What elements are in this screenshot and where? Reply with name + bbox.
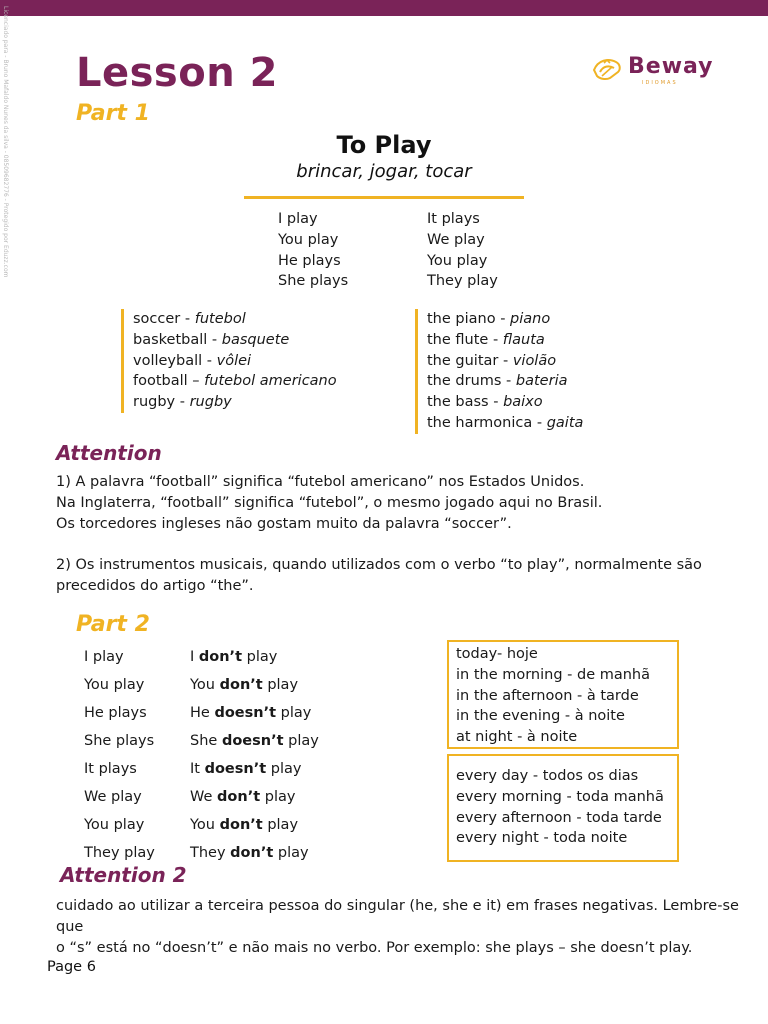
affirmative-item: It plays xyxy=(84,761,137,777)
page-number: Page 6 xyxy=(47,959,96,975)
affirmative-item: I play xyxy=(84,649,124,665)
license-text: Licenciado para - Bruno Mafaldo Nunes da silva - 08509682776 - Protegido por Eduzz.com xyxy=(2,6,9,278)
attention-2-title: Attention 2 xyxy=(60,863,187,887)
verb-title: To Play xyxy=(336,131,432,159)
vocab-item: the harmonica - gaita xyxy=(427,414,584,431)
time-expressions-box xyxy=(447,640,679,749)
conjugation-item: I play xyxy=(278,211,318,227)
part-2-title: Part 2 xyxy=(76,612,150,637)
conjugation-item: We play xyxy=(427,231,485,248)
affirmative-item: You play xyxy=(84,817,145,833)
frequency-expression: every morning - toda manhã xyxy=(456,788,664,805)
vocab-item: soccer - futebol xyxy=(133,311,246,327)
affirmative-item: She plays xyxy=(84,733,155,749)
negative-item: I don’t play xyxy=(190,649,278,665)
negative-item: You don’t play xyxy=(190,817,299,833)
frequency-expression: every day - todos os dias xyxy=(456,768,639,784)
verb-translation: brincar, jogar, tocar xyxy=(296,161,472,182)
top-color-bar xyxy=(0,0,768,16)
vocab-item: the guitar - violão xyxy=(427,352,557,369)
time-expression: at night - à noite xyxy=(456,729,578,746)
sports-list xyxy=(121,309,337,413)
affirmative-item: He plays xyxy=(84,705,147,721)
title-divider xyxy=(244,196,524,199)
conjugation-item: They play xyxy=(427,273,498,290)
brand-logo xyxy=(590,52,720,88)
frequency-expressions-box xyxy=(447,754,679,862)
vocab-item: rugby - rugby xyxy=(133,394,232,411)
brand-subtitle: IDIOMAS xyxy=(642,80,678,86)
conjugation-item: You play xyxy=(278,231,339,248)
negative-item: We don’t play xyxy=(190,789,296,805)
attention-2-text: cuidado ao utilizar a terceira pessoa do singular (he, she e it) em frases negativas. Lembre-se que o “s” está no “doesn’t” e não mais no verbo. Por exemplo: she plays – she doesn’t play. xyxy=(56,898,739,956)
frequency-expression: every night - toda noite xyxy=(456,830,628,847)
frequency-expression: every afternoon - toda tarde xyxy=(456,809,662,826)
time-expression: today- hoje xyxy=(456,646,538,662)
negative-item: He doesn’t play xyxy=(190,705,312,721)
time-expression: in the morning - de manhã xyxy=(456,666,651,683)
negative-item: They don’t play xyxy=(190,845,309,861)
vocab-item: the piano - piano xyxy=(427,311,551,327)
conjugation-item: It plays xyxy=(427,211,480,227)
conjugation-item: He plays xyxy=(278,252,341,269)
part-1-title: Part 1 xyxy=(76,101,150,126)
vocab-item: the bass - baixo xyxy=(427,394,543,411)
affirmative-item: We play xyxy=(84,789,142,805)
affirmative-item: You play xyxy=(84,677,145,693)
vocab-item: basketball - basquete xyxy=(133,331,290,348)
conjugation-left xyxy=(278,209,348,292)
negative-item: She doesn’t play xyxy=(190,733,319,749)
negative-item: You don’t play xyxy=(190,677,299,693)
attention-title: Attention xyxy=(56,441,162,465)
vocab-item: the flute - flauta xyxy=(427,331,545,348)
conjugation-right xyxy=(427,209,498,292)
vocab-item: the drums - bateria xyxy=(427,373,568,390)
vocab-item: volleyball - vôlei xyxy=(133,352,252,369)
conjugation-item: She plays xyxy=(278,273,349,290)
brand-name: Beway xyxy=(628,54,714,79)
conjugation-item: You play xyxy=(427,252,488,269)
affirmative-column xyxy=(84,643,155,867)
hands-logo-icon xyxy=(590,52,624,86)
vocab-item: football – futebol americano xyxy=(133,373,337,390)
attention-paragraph-2: 2) Os instrumentos musicais, quando utilizados com o verbo “to play”, normalmente são precedidos do artigo “the”. xyxy=(56,557,702,594)
time-expression: in the evening - à noite xyxy=(456,708,625,725)
lesson-title: Lesson 2 xyxy=(76,50,278,96)
attention-paragraph-1: 1) A palavra “football” significa “futebol americano” nos Estados Unidos. Na Inglaterra, “football” significa “futebol”, o mesmo jogado aqui no Brasil. Os torcedores ingleses não gostam muito da palavra “soccer”. xyxy=(56,474,603,532)
instruments-list xyxy=(415,309,583,434)
negative-column xyxy=(190,643,319,867)
time-expression: in the afternoon - à tarde xyxy=(456,687,639,704)
negative-item: It doesn’t play xyxy=(190,761,302,777)
affirmative-item: They play xyxy=(84,845,155,861)
